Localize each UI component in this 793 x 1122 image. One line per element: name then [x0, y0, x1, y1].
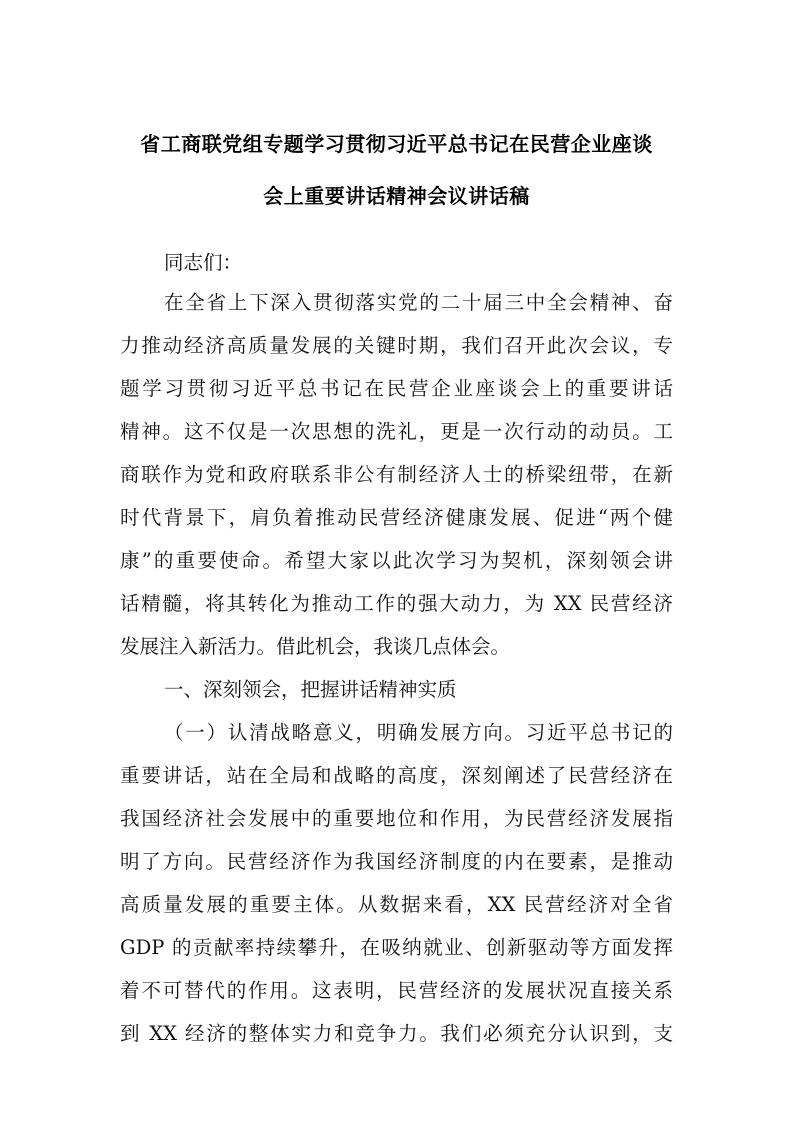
body-line: 发展注入新活力。借此机会，我谈几点体会。 — [120, 635, 511, 658]
section-heading: 一、深刻领会，把握讲话精神实质 — [164, 678, 457, 701]
body-line: 明了方向。民营经济作为我国经济制度的内在要素，是推动 — [120, 850, 673, 873]
body-line: 在全省上下深入贯彻落实党的二十届三中全会精神、奋 — [164, 291, 673, 314]
subsection-line: （一）认清战略意义，明确发展方向。习近平总书记的 — [164, 721, 673, 744]
document-title-line-2: 会上重要讲话精神会议讲话稿 — [263, 184, 530, 208]
body-line: 话精髓，将其转化为推动工作的强大动力，为 XX 民营经济 — [120, 592, 673, 615]
document-title-line-1: 省工商联党组专题学习贯彻习近平总书记在民营企业座谈 — [140, 132, 653, 156]
body-line: 力推动经济高质量发展的关键时期，我们召开此次会议，专 — [120, 334, 673, 357]
body-line: 到 XX 经济的整体实力和竞争力。我们必须充分认识到，支 — [120, 1022, 673, 1045]
body-line: 精神。这不仅是一次思想的洗礼，更是一次行动的动员。工 — [120, 420, 673, 443]
body-line: 着不可替代的作用。这表明，民营经济的发展状况直接关系 — [120, 979, 673, 1002]
body-line: 时代背景下，肩负着推动民营经济健康发展、促进“两个健 — [120, 506, 673, 529]
body-line: 我国经济社会发展中的重要地位和作用，为民营经济发展指 — [120, 807, 673, 830]
body-line: 商联作为党和政府联系非公有制经济人士的桥梁纽带，在新 — [120, 463, 673, 486]
body-line: 题学习贯彻习近平总书记在民营企业座谈会上的重要讲话 — [120, 377, 673, 400]
body-line: 重要讲话，站在全局和战略的高度，深刻阐述了民营经济在 — [120, 764, 673, 787]
salutation: 同志们： — [164, 251, 243, 274]
body-line: 高质量发展的重要主体。从数据来看，XX 民营经济对全省 — [120, 893, 673, 916]
body-line: GDP 的贡献率持续攀升，在吸纳就业、创新驱动等方面发挥 — [120, 936, 673, 959]
body-line: 康”的重要使命。希望大家以此次学习为契机，深刻领会讲 — [120, 549, 673, 572]
